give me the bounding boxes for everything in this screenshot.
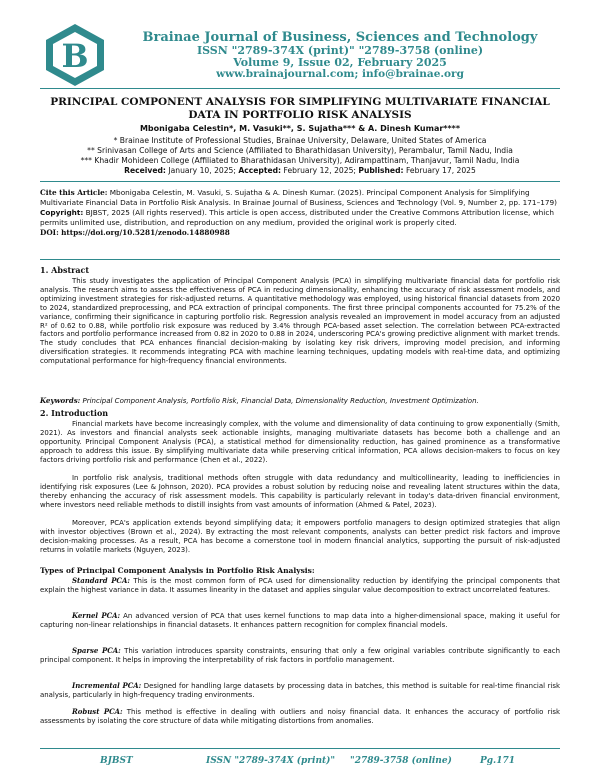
footer-divider [40, 748, 560, 749]
affiliation: *** Khadir Mohideen College (Affiliated to Bharathidasan University), Adirampattinam, Thanjavur, Tamil Nadu, India [80, 156, 520, 165]
pca-type-robust: Robust PCA: This method is effective in dealing with outliers and noisy financial data. It enhances the accuracy of portfolio risk assessments by isolating the core structure of data while mitigating distortions from anomalies. [40, 707, 560, 725]
footer-issn-online: "2789-3758 (online) [350, 756, 452, 766]
affiliation: ** Srinivasan College of Arts and Science (Affiliated to Bharathidasan University), Perambalur, Tamil Nadu, India [87, 146, 513, 155]
paper-title: PRINCIPAL COMPONENT ANALYSIS FOR SIMPLIFYING MULTIVARIATE FINANCIAL DATA IN PORTFOLIO RISK ANALYSIS [50, 96, 550, 121]
article-dates: Received: January 10, 2025; Accepted: February 12, 2025; Published: February 17, 2025 [124, 166, 476, 175]
introduction-heading: 2. Introduction [40, 408, 109, 418]
journal-issn: ISSN "2789-374X (print)" "2789-3758 (online) [196, 44, 484, 57]
header-divider [40, 88, 560, 89]
pca-type-standard: Standard PCA: This is the most common form of PCA used for dimensionality reduction by identifying the principal components that explain the highest variance in data. It assumes linearity in the dataset and applies singular value decomposition to extract uncorrelated features. [40, 576, 560, 594]
intro-paragraph: Financial markets have become increasingly complex, with the volume and dimensionality of data continuing to grow exponentially (Smith, 2021). As investors and financial analysts seek actionable insights, managing multivariate datasets has become both a challenge and an opportunity. Principal Component Analysis (PCA), a statistical method for dimensionality reduction, has gained prominence as a transformative approach to address this issue. By simplifying multivariate data while preserving critical information, PCA allows decision-makers to focus on key factors driving portfolio risk and performance (Chen et al., 2022). [40, 420, 560, 464]
doi-link[interactable]: https://doi.org/10.5281/zenodo.14880988 [61, 228, 230, 237]
journal-volume: Volume 9, Issue 02, February 2025 [233, 56, 447, 69]
pca-type-sparse: Sparse PCA: This variation introduces sparsity constraints, ensuring that only a few original variables contribute significantly to each principal component. It helps in improving the interpretability of risk factors in portfolio management. [40, 646, 560, 664]
intro-paragraph: Moreover, PCA's application extends beyond simplifying data; it empowers portfolio managers to design optimized strategies that align with investor objectives (Brown et al., 2024). By extracting the most relevant components, analysts can better predict risk factors and improve decision-making processes. As a result, PCA has become a cornerstone tool in modern financial analytics, supporting the pursuit of risk-adjusted returns in volatile markets (Nguyen, 2023). [40, 519, 560, 554]
footer-page-number: Pg.171 [480, 756, 515, 766]
intro-paragraph: In portfolio risk analysis, traditional methods often struggle with data redundancy and multicollinearity, leading to inefficiencies in identifying risk exposures (Lee & Johnson, 2020). PCA provides a robust solution by reducing noise and revealing latent structures within the data, thereby enhancing the accuracy of risk assessment models. This capability is particularly relevant in today's data-driven financial environment, where investors need reliable methods to distill insights from vast amounts of information (Ahmed & Patel, 2023). [40, 474, 560, 509]
abstract-text: This study investigates the application of Principal Component Analysis (PCA) in simplifying multivariate financial data for portfolio risk analysis. The research aims to assess the effectiveness of PCA in reducing dimensionality, enhancing the accuracy of risk assessment models, and optimizing investment strategies for risk-adjusted returns. A quantitative methodology was employed, using historical financial datasets from 2020 to 2024, standardized preprocessing, and PCA extraction of principal components. The first three principal components accounted for 75.2% of the variance, confirming their significance in capturing portfolio risk. Regression analysis revealed an improvement in model accuracy from an adjusted R² of 0.62 to 0.88, while portfolio risk exposure was reduced by 3.4% through PCA-based asset selection. The correlation between PCA-extracted factors and portfolio performance increased from 0.82 in 2020 to 0.88 in 2024, underscoring PCA's growing predictive alignment with market trends. The study concludes that PCA enhances financial decision-making by isolating key risk drivers, improving model precision, and informing diversification strategies. It recommends integrating PCA with machine learning techniques, updating models with real-time data, and optimizing computational performance for high-frequency financial environments. [40, 277, 560, 366]
pca-types-heading: Types of Principal Component Analysis in Portfolio Risk Analysis: [40, 566, 315, 575]
journal-name: Brainae Journal of Business, Sciences and Technology [142, 30, 538, 45]
abstract-heading: 1. Abstract [40, 265, 90, 275]
title-divider [40, 181, 560, 182]
pca-type-incremental: Incremental PCA: Designed for handling large datasets by processing data in batches, this method is suitable for real-time financial risk analysis, particularly in high-frequency trading environments. [40, 681, 560, 699]
keywords: Keywords: Principal Component Analysis, Portfolio Risk, Financial Data, Dimensionality Reduction, Investment Optimization. [40, 396, 479, 405]
affiliation: * Brainae Institute of Professional Studies, Brainae University, Delaware, United States of America [113, 136, 487, 145]
svg-text:B: B [61, 37, 89, 75]
journal-web-link[interactable]: www.brainajournal.com; info@brainae.org [216, 68, 464, 80]
footer-journal: BJBST [100, 756, 133, 766]
citation-block: Cite this Article: Mbonigaba Celestin, M. Vasuki, S. Sujatha & A. Dinesh Kumar. (2025). Principal Component Analysis for Simplifying Multivariate Financial Data in Portfolio Risk Analysis. In Brainae Journal of Business, Sciences and Technology (Vol. 9, Number 2, pp. 171–179) Copyright: BJBST, 2025 (All rights reserved). This article is open access, distributed under the Creative Commons Attribution license, which permits unlimited use, distribution, and reproduction on any medium, provided the original work is properly cited. DOI: https://doi.org/10.5281/zenodo.14880988 [40, 188, 557, 237]
brainae-logo-icon [40, 20, 110, 90]
footer-issn-print: ISSN "2789-374X (print)" [206, 756, 336, 766]
citation-divider [40, 259, 560, 260]
paper-authors: Mbonigaba Celestin*, M. Vasuki**, S. Sujatha*** & A. Dinesh Kumar**** [139, 124, 461, 133]
pca-type-kernel: Kernel PCA: An advanced version of PCA that uses kernel functions to map data into a higher-dimensional space, making it useful for capturing non-linear relationships in financial datasets. It enhances pattern recognition for complex financial models. [40, 611, 560, 629]
